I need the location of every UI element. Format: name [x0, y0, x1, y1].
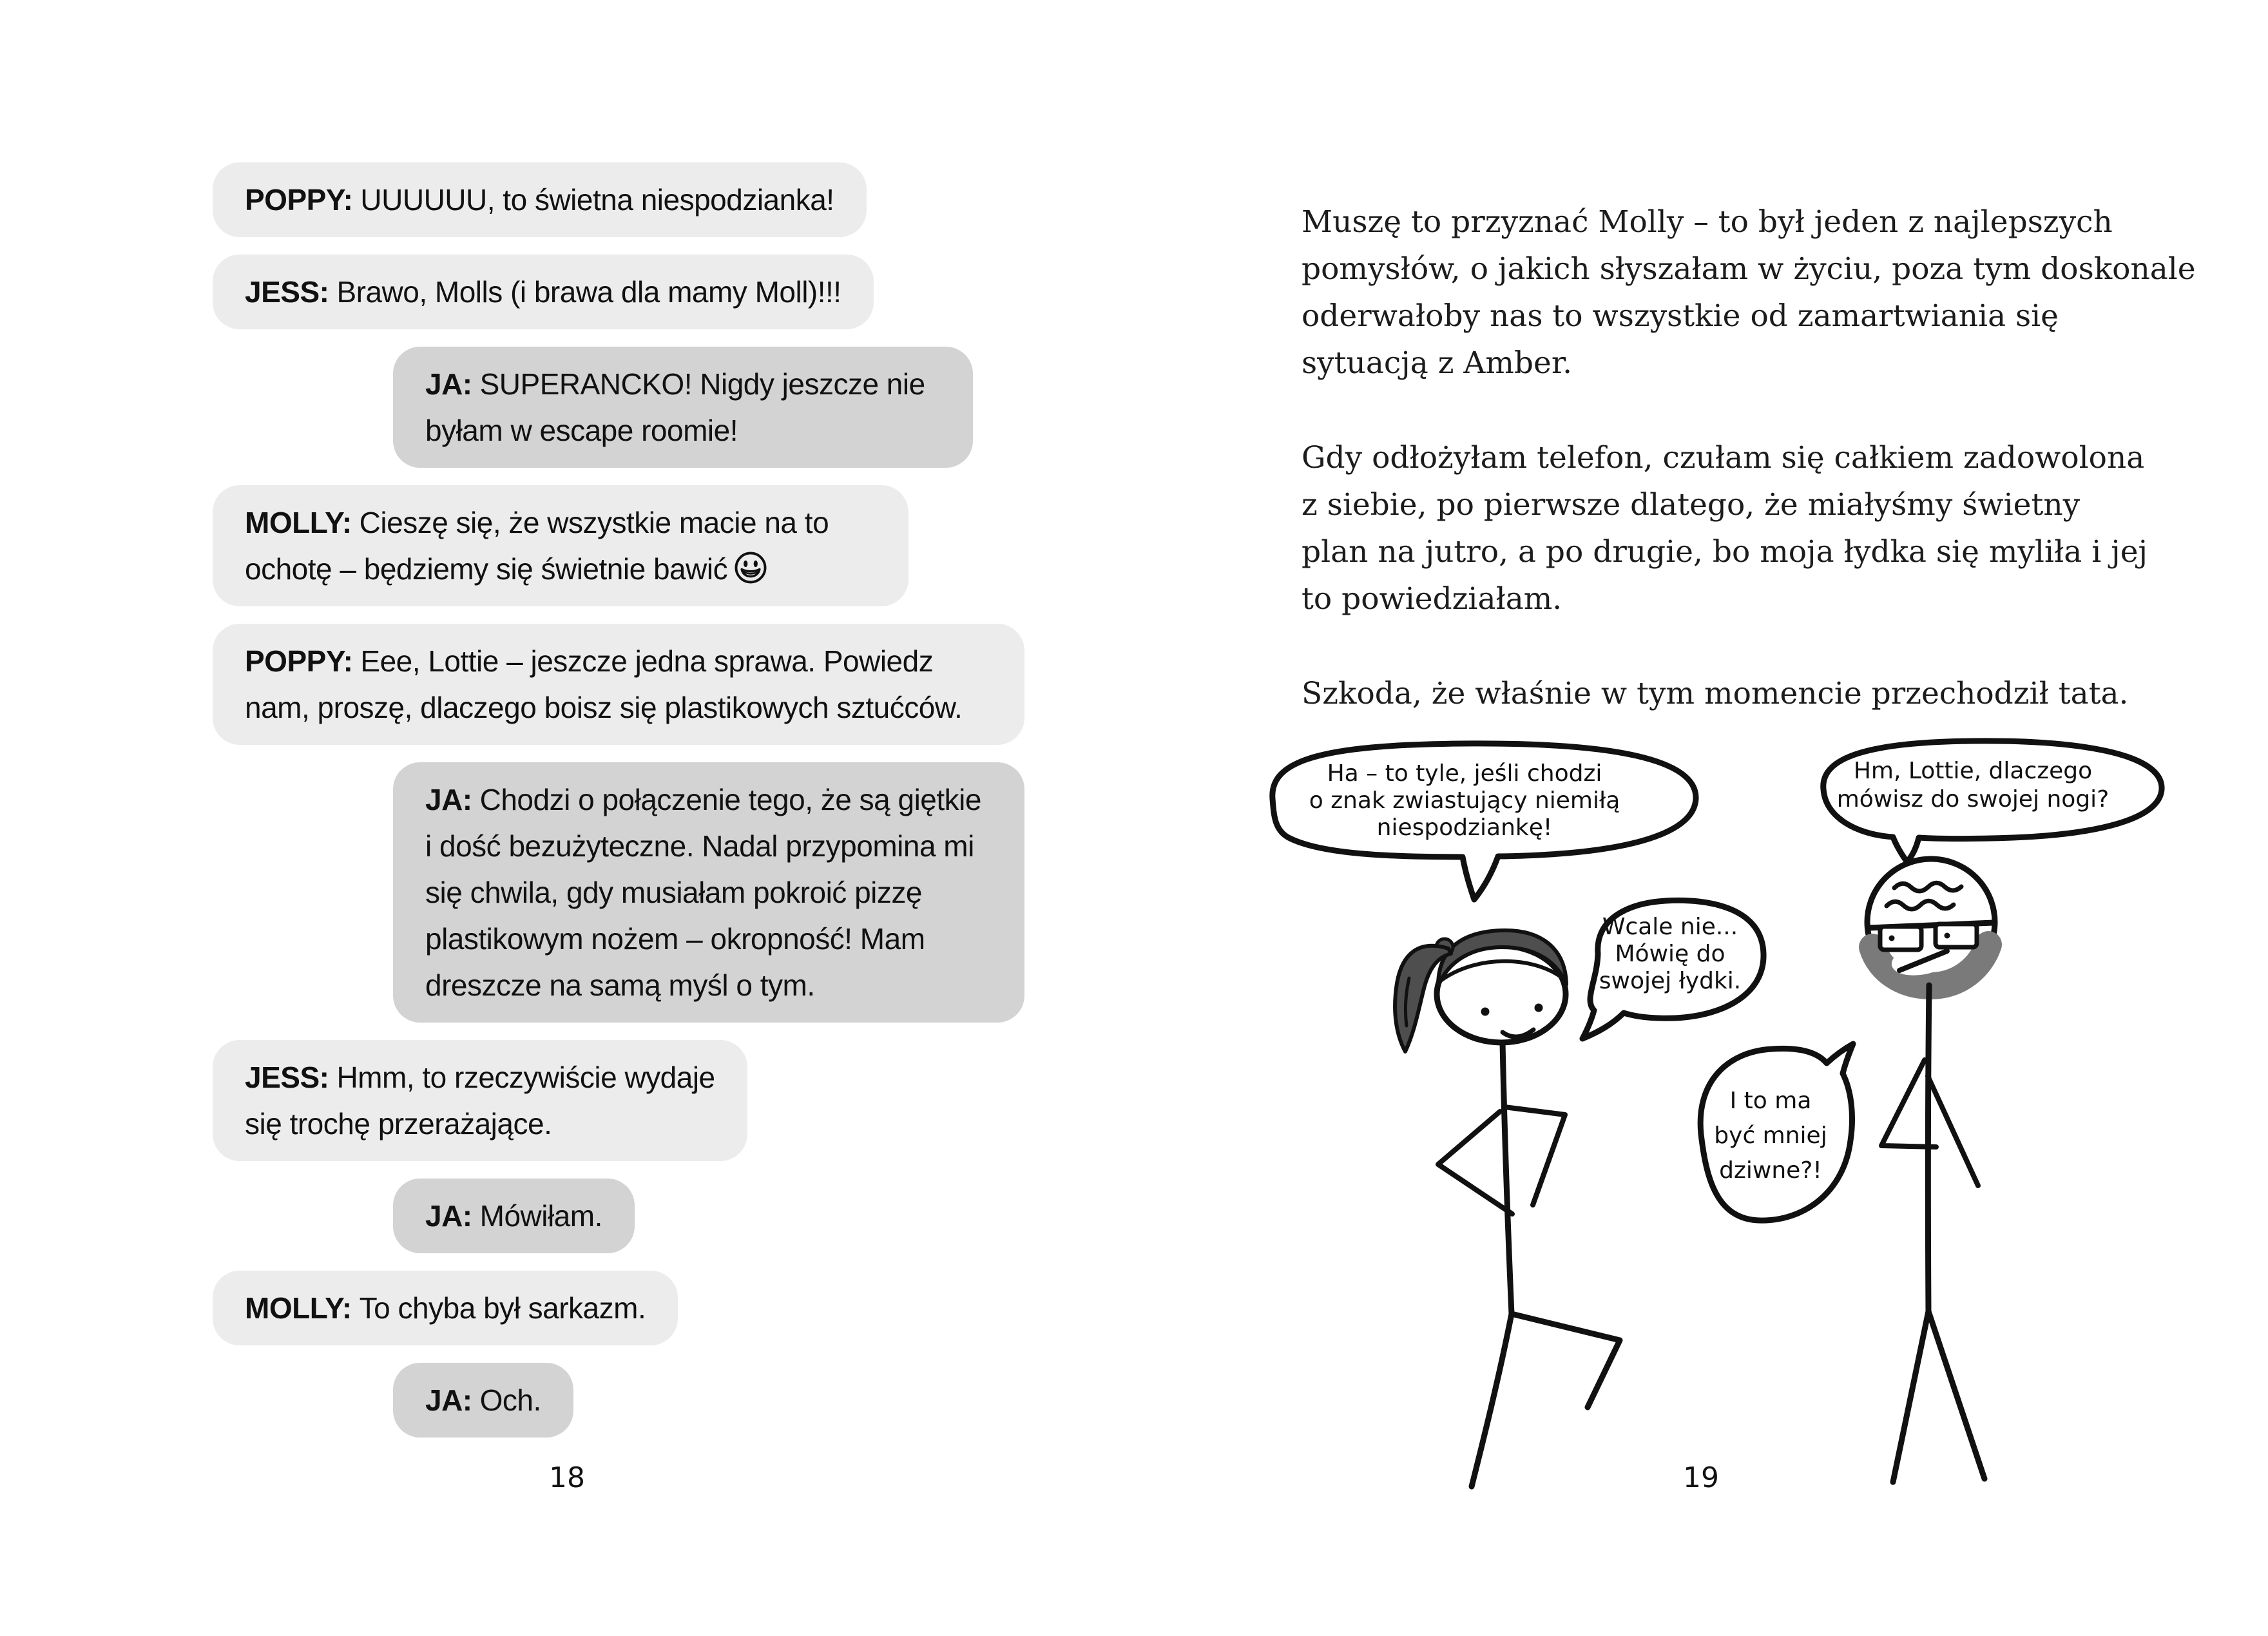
dad-glasses-lens — [1880, 927, 1921, 950]
svg-text:Mówię do: Mówię do — [1615, 941, 1725, 967]
svg-text:niespodziankę!: niespodziankę! — [1376, 814, 1553, 841]
chat-text: Mówiłam. — [479, 1199, 602, 1233]
chat-text: UUUUUU, to świetna niespodzianka! — [360, 183, 834, 217]
text-line: Gdy odłożyłam telefon, czułam się całkiem zadowolona — [1302, 440, 2145, 476]
paragraph — [1302, 434, 2158, 622]
chat-text: Cieszę się, że wszystkie macie na to ochotę – będziemy się świetnie bawić — [245, 506, 829, 586]
text-line: Muszę to przyznać Molly – to był jeden z najlepszych — [1302, 204, 2113, 240]
chat-speaker: JESS: — [245, 1061, 329, 1094]
svg-text:Ha – to tyle, jeśli chodzi: Ha – to tyle, jeśli chodzi — [1327, 760, 1602, 787]
chat-speaker: MOLLY: — [245, 1291, 352, 1325]
girl-left-leg — [1472, 1314, 1512, 1487]
speech-bubble-girl-reply — [1582, 900, 1763, 1039]
chat-speaker: JA: — [425, 1199, 472, 1233]
svg-text:Wcale nie...: Wcale nie... — [1602, 914, 1738, 940]
girl-eye — [1535, 1004, 1543, 1012]
dad-eye — [1945, 933, 1950, 939]
chat-speaker: MOLLY: — [245, 506, 352, 539]
girl-left-arm — [1438, 1112, 1512, 1214]
chat-speaker: JA: — [425, 367, 472, 401]
chat-speaker: JA: — [425, 783, 472, 816]
svg-text:Hm, Lottie, dlaczego: Hm, Lottie, dlaczego — [1853, 758, 2093, 784]
chat-text: To chyba był sarkazm. — [359, 1291, 646, 1325]
chat-message — [213, 1040, 747, 1161]
chat-message — [213, 485, 908, 606]
chat-text: Och. — [479, 1383, 541, 1417]
chat-message — [393, 762, 1024, 1023]
chat-message — [393, 1363, 573, 1438]
chat-message — [393, 1179, 635, 1253]
chat-text: SUPERANCKO! Nigdy jeszcze nie byłam w escape roomie! — [425, 367, 925, 447]
chat-text: Chodzi o połączenie tego, że są giętkie i dość bezużyteczne. Nadal przypomina mi się chwila, gdy musiałam pokroić pizzę plastikowym nożem – okropność! Mam dreszcze na samą myśl o tym. — [425, 783, 981, 1002]
chat-message — [213, 624, 1024, 745]
text-line: plan na jutro, a po drugie, bo moja łydka się myliła i jej — [1302, 534, 2148, 570]
girl-lifted-leg — [1512, 1314, 1620, 1407]
svg-text:swojej łydki.: swojej łydki. — [1599, 968, 1742, 994]
dad-glasses-lens — [1936, 924, 1977, 947]
text-line: Szkoda, że właśnie w tym momencie przechodził tata. — [1302, 676, 2129, 711]
chat-speaker: POPPY: — [245, 183, 353, 217]
chat-speaker: POPPY: — [245, 644, 353, 678]
girl-right-arm — [1504, 1107, 1565, 1205]
text-line: z siebie, po pierwsze dlatego, że miałyśmy świetny — [1302, 487, 2081, 523]
dad-right-leg — [1928, 1311, 1984, 1479]
chat-message — [213, 255, 874, 329]
chat-speaker: JA: — [425, 1383, 472, 1417]
svg-text:dziwne?!: dziwne?! — [1719, 1157, 1822, 1184]
page-right — [1134, 0, 2268, 1636]
girl-eye — [1481, 1008, 1490, 1016]
chat-text: Brawo, Molls (i brawa dla mamy Moll)!!! — [336, 275, 841, 309]
paragraph — [1302, 198, 2196, 387]
chat-message — [213, 1271, 678, 1345]
stick-figure-dad — [1867, 859, 1995, 1482]
text-line: oderwałoby nas to wszystkie od zamartwiania się — [1302, 298, 2059, 334]
chat-speaker: JESS: — [245, 275, 329, 309]
text-line: to powiedziałam. — [1302, 581, 1562, 617]
story-text — [1302, 198, 2196, 765]
speech-bubble-girl-top — [1273, 744, 1696, 900]
chat-text: Hmm, to rzeczywiście wydaje się trochę przerażające. — [245, 1061, 715, 1140]
speech-bubble-dad-reply — [1700, 1044, 1853, 1220]
svg-text:I to ma: I to ma — [1729, 1088, 1812, 1114]
paragraph — [1302, 670, 2158, 717]
dad-right-arm — [1928, 1076, 1978, 1186]
text-line: pomysłów, o jakich słyszałam w życiu, poza tym doskonale — [1302, 251, 2196, 287]
cartoon-illustration — [1211, 735, 2242, 1508]
stick-figure-girl — [1395, 930, 1620, 1487]
dad-eye — [1889, 936, 1895, 941]
chat-message — [393, 347, 973, 468]
svg-text:o znak zwiastujący niemiłą: o znak zwiastujący niemiłą — [1309, 787, 1620, 814]
grinning-emoji-icon — [734, 551, 767, 584]
page-number-left: 18 — [549, 1461, 585, 1494]
svg-text:mówisz do swojej nogi?: mówisz do swojej nogi? — [1836, 786, 2109, 813]
dad-left-leg — [1893, 1311, 1928, 1482]
page-number-right: 19 — [1683, 1461, 1719, 1494]
svg-text:być mniej: być mniej — [1714, 1122, 1827, 1149]
text-line: sytuacją z Amber. — [1302, 345, 1573, 381]
chat-message — [213, 162, 867, 237]
girl-body — [1503, 1043, 1512, 1314]
chat-text: Eee, Lottie – jeszcze jedna sprawa. Powiedz nam, proszę, dlaczego boisz się plastikowych sztućców. — [245, 644, 963, 724]
chat-conversation — [213, 162, 1024, 1438]
speech-bubble-dad-top — [1823, 741, 2162, 862]
